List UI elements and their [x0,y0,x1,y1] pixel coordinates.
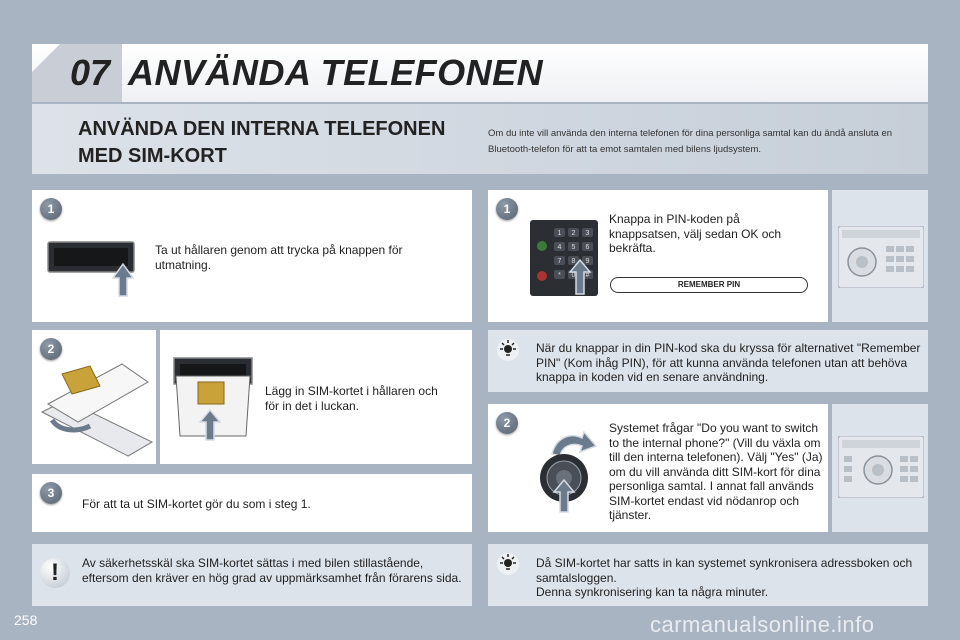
chapter-title: ANVÄNDA TELEFONEN [128,52,544,93]
step-badge: 2 [40,338,62,360]
radio-unit-illustration [838,226,924,288]
keypad-key: 7 [557,258,562,265]
step-badge: 1 [40,198,62,220]
keypad-key: 4 [557,244,562,251]
sim-holder-eject-illustration [46,238,136,298]
radio-unit-illustration [838,436,924,498]
sim-insert-illustration [170,356,256,442]
section-note: Om du inte vill använda den interna telefonen för dina personliga samtal kan du ändå ansluta en Bluetooth-telefon för att ta emot samtalen med bilens ljudsystem. [488,128,893,155]
right-step-2-text: Systemet frågar "Do you want to switch to the internal phone?" (Vill du växla om till den interna telefonen). Välj "Yes" (Ja) om du vill använda ditt SIM-kort för dina personliga samtal. I annat fall används SIM-kortet endast vid nödanrop och tjänster. [609,421,823,522]
tip-1-text: När du knappar in din PIN-kod ska du kryssa för alternativet "Remember PIN" (Kom ihåg PIN), för att kunna använda telefonen utan att behöva knappa in koden vid en senare användning. [536,341,921,384]
keypad-key: 3 [585,230,590,237]
keypad-key: 8 [571,258,576,265]
keypad-key: 6 [585,244,590,251]
keypad-key: 5 [571,244,576,251]
section-title [78,116,458,170]
warning-icon: ! [40,558,70,588]
tip-2-text: Då SIM-kortet har satts in kan systemet synkronisera adressboken och samtalsloggen. Denna synkronisering kan ta några minuter. [536,556,913,599]
page-number: 258 [14,612,38,628]
chapter-number: 07 [70,52,111,93]
remember-pin-label: REMEMBER PIN [610,277,808,293]
keypad-key: 1 [557,230,562,237]
sim-tray-illustration [38,360,154,458]
keypad-key: 2 [571,230,576,237]
step-badge: 1 [496,198,518,220]
warning-text: Av säkerhetsskäl ska SIM-kortet sättas i med bilen stillastående, eftersom den kräver en hög grad av uppmärksamhet från förarens sida. [82,556,462,585]
left-step-2-text: Lägg in SIM-kortet i hållaren och för in det i luckan. [265,384,438,413]
lightbulb-icon [496,338,520,362]
watermark: carmanualsonline.info [650,612,875,637]
keypad-key: # [585,272,590,279]
right-step-1-text: Knappa in PIN-koden på knappsatsen, välj sedan OK och bekräfta. [609,212,782,255]
section-title-line2: MED SIM-KORT [78,145,227,167]
keypad-key: 9 [585,258,590,265]
keypad-key: * [558,272,561,279]
step-badge: 3 [40,482,62,504]
keypad-illustration [530,220,598,296]
left-step-3-text: För att ta ut SIM-kortet gör du som i steg 1. [82,497,311,511]
keypad-key: 0 [571,272,576,279]
lightbulb-icon [496,552,520,576]
section-title-line1: ANVÄNDA DEN INTERNA TELEFONEN [78,118,446,140]
rotary-knob-illustration [530,428,600,514]
left-step-1-text: Ta ut hållaren genom att trycka på knappen för utmatning. [155,243,403,272]
step-badge: 2 [496,412,518,434]
